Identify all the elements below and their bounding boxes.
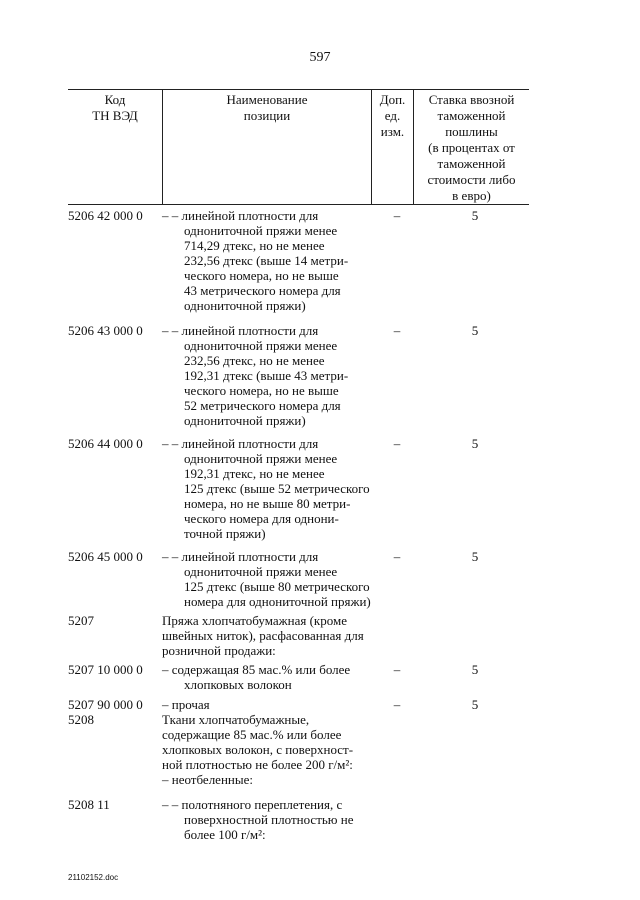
row-code: 5208	[68, 712, 94, 727]
row-description	[162, 613, 372, 658]
row-unit: –	[393, 208, 401, 223]
description-line: – неотбеленные:	[162, 772, 253, 787]
row-unit: –	[393, 323, 401, 338]
description-line: более 100 г/м²:	[184, 827, 266, 842]
header-name: Наименование позиции	[226, 92, 308, 123]
row-description	[162, 662, 372, 692]
row-unit: –	[393, 662, 401, 677]
description-line: ческого номера, но не выше	[184, 268, 339, 283]
row-code: 5208 11	[68, 797, 110, 812]
header-unit: Доп. ед. изм.	[379, 92, 406, 139]
row-unit: –	[393, 549, 401, 564]
row-description	[162, 697, 372, 712]
description-line: 192,31 дтекс, но не менее	[184, 466, 325, 481]
row-code: 5207	[68, 613, 94, 628]
description-line: – прочая	[162, 697, 210, 712]
description-line: 232,56 дтекс (выше 14 метри-	[184, 253, 349, 268]
row-unit: –	[393, 436, 401, 451]
description-line: номера для однониточной пряжи)	[184, 594, 371, 609]
description-line: – – полотняного переплетения, с	[162, 797, 343, 812]
header-code: Код ТН ВЭД	[92, 92, 138, 123]
row-rate: 5	[471, 662, 479, 677]
description-line: 43 метрического номера для	[184, 283, 341, 298]
row-description	[162, 712, 372, 787]
row-code: 5206 45 000 0	[68, 549, 143, 564]
description-line: – – линейной плотности для	[162, 436, 319, 451]
description-line: – – линейной плотности для	[162, 208, 319, 223]
description-line: номера, но не выше 80 метри-	[184, 496, 351, 511]
row-description	[162, 208, 372, 313]
description-line: однониточной пряжи менее	[184, 564, 338, 579]
description-line: точной пряжи)	[184, 526, 266, 541]
description-line: – – линейной плотности для	[162, 323, 319, 338]
description-line: однониточной пряжи менее	[184, 451, 338, 466]
description-line: однониточной пряжи)	[184, 298, 306, 313]
row-description	[162, 549, 372, 609]
row-rate: 5	[471, 323, 479, 338]
description-line: однониточной пряжи менее	[184, 338, 338, 353]
row-code: 5207 10 000 0	[68, 662, 143, 677]
description-line: Пряжа хлопчатобумажная (кроме	[162, 613, 347, 628]
row-code: 5206 43 000 0	[68, 323, 143, 338]
description-line: ной плотностью не более 200 г/м²:	[162, 757, 353, 772]
description-line: 52 метрического номера для	[184, 398, 341, 413]
description-line: однониточной пряжи менее	[184, 223, 338, 238]
row-unit: –	[393, 697, 401, 712]
description-line: розничной продажи:	[162, 643, 276, 658]
row-code: 5206 44 000 0	[68, 436, 143, 451]
description-line: – содержащая 85 мас.% или более	[162, 662, 351, 677]
table-header-bottom-rule	[68, 204, 529, 205]
description-line: 232,56 дтекс, но не менее	[184, 353, 325, 368]
description-line: содержащие 85 мас.% или более	[162, 727, 342, 742]
row-rate: 5	[471, 549, 479, 564]
description-line: 125 дтекс (выше 52 метрического	[184, 481, 370, 496]
row-description	[162, 323, 372, 428]
description-line: ческого номера, но не выше	[184, 383, 339, 398]
description-line: хлопковых волокон, с поверхност-	[162, 742, 354, 757]
description-line: хлопковых волокон	[184, 677, 292, 692]
table-top-rule	[68, 89, 529, 90]
description-line: – – линейной плотности для	[162, 549, 319, 564]
row-description	[162, 436, 372, 541]
description-line: поверхностной плотностью не	[184, 812, 354, 827]
header-rate: Ставка ввозной таможенной пошлины (в процентах от таможенной стоимости либо в евро)	[427, 92, 516, 203]
row-rate: 5	[471, 436, 479, 451]
row-rate: 5	[471, 697, 479, 712]
description-line: 714,29 дтекс, но не менее	[184, 238, 325, 253]
description-line: 192,31 дтекс (выше 43 метри-	[184, 368, 349, 383]
description-line: швейных ниток), расфасованная для	[162, 628, 364, 643]
description-line: однониточной пряжи)	[184, 413, 306, 428]
description-line: ческого номера для однони-	[184, 511, 339, 526]
description-line: 125 дтекс (выше 80 метрического	[184, 579, 370, 594]
row-code: 5207 90 000 0	[68, 697, 143, 712]
row-rate: 5	[471, 208, 479, 223]
page-number: 597	[309, 50, 331, 65]
row-description	[162, 797, 372, 842]
row-code: 5206 42 000 0	[68, 208, 143, 223]
description-line: Ткани хлопчатобумажные,	[162, 712, 310, 727]
footer-filename: 21102152.doc	[68, 873, 119, 882]
